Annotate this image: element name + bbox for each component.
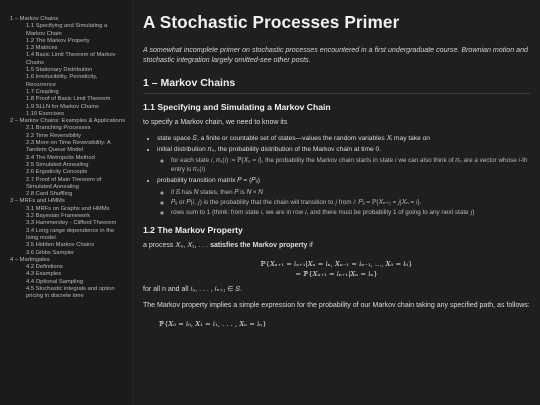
toc-item[interactable]: 2.3 More on Time Reversibility: A Tandem Queue Model bbox=[26, 140, 111, 154]
scroll-fade bbox=[133, 393, 540, 405]
table-of-contents-sidebar bbox=[0, 0, 133, 405]
toc-item[interactable]: 3.3 Hammersley - Clifford Theorem bbox=[26, 220, 117, 227]
toc-item[interactable]: 1.8 Proof of Basic Limit Theorem bbox=[26, 96, 111, 103]
paragraph-lead: to specify a Markov chain, we need to know its bbox=[143, 119, 288, 126]
toc-item[interactable]: 3 – MRFs and HMMs bbox=[10, 198, 65, 205]
toc-item[interactable]: 4.2 Definitions bbox=[26, 264, 63, 271]
sublist-transition-matrix bbox=[157, 188, 530, 217]
main-content bbox=[133, 0, 540, 405]
toc-item[interactable]: 4 – Martingales bbox=[10, 256, 50, 263]
toc-item[interactable]: 2.4 The Metropolis Method bbox=[26, 154, 95, 161]
section-heading-markov-chains: 1 – Markov Chains bbox=[143, 77, 530, 94]
list-item-matrix-size: ◦ if 𝑆 has 𝑁 states, then 𝑃 is 𝑁 × 𝑁 bbox=[171, 188, 530, 197]
toc-item[interactable]: 3.4 Long range dependence in the Ising model bbox=[26, 227, 115, 241]
list-item-initial-distribution: • initial distribution 𝜋₀, the probability distribution of the Markov chain at time 0. ◦ for each state 𝑖, 𝜋₀(𝑖) := ℙ{𝑋₀ = 𝑖}, the probability the Markov chain starts in state 𝑖 we can also think of 𝜋₀ are a vector whose 𝑖-th entry is 𝜋₀(𝑖) bbox=[157, 145, 530, 174]
list-item-state-space: • state space 𝑆, a finite or countable set of states—values the random variables 𝑋ᵢ may take on bbox=[157, 134, 530, 143]
toc-item[interactable]: 1.10 Exercises bbox=[26, 110, 65, 117]
toc-item[interactable]: 3.2 Bayesian Framework bbox=[26, 213, 91, 220]
toc-item[interactable]: 3.1 MRFs on Graphs and HMMs bbox=[26, 205, 110, 212]
paragraph-path-probability: The Markov property implies a simple expression for the probability of our Markov chain taking any specified path, as follows: bbox=[143, 301, 530, 309]
toc-item[interactable]: 2.8 Card Shuffling bbox=[26, 191, 73, 198]
intro-paragraph: A somewhat incomplete primer on stochastic processes encountered in a first undergraduate course. Brownian motion and stochastic integration largely omitted-see other posts. bbox=[143, 46, 528, 64]
subsection-heading-markov-property: 1.2 The Markov Property bbox=[143, 224, 243, 235]
toc-item[interactable]: 1.2 The Markov Property bbox=[26, 37, 90, 44]
toc-item[interactable]: 2.5 Simulated Annealing bbox=[26, 161, 89, 168]
markov-property-equation bbox=[143, 259, 530, 279]
page-title: A Stochastic Processes Primer bbox=[143, 12, 400, 32]
toc-item[interactable]: 2.1 Branching Processes bbox=[26, 125, 91, 132]
toc-item[interactable]: 1 – Markov Chains bbox=[10, 16, 59, 22]
toc-item[interactable]: 1.1 Specifying and Simulating a Markov Chain bbox=[26, 23, 108, 37]
toc-item[interactable]: 4.4 Optional Sampling bbox=[26, 278, 84, 285]
list-item-pi0-definition: ◦ for each state 𝑖, 𝜋₀(𝑖) := ℙ{𝑋₀ = 𝑖}, the probability the Markov chain starts in state 𝑖 we can also think of 𝜋₀ are a vector whose 𝑖-th entry is 𝜋₀(𝑖) bbox=[171, 156, 530, 174]
path-probability-equation: ℙ{𝑋₀ = 𝑖₀, 𝑋₁ = 𝑖₁, . . . , 𝑋ₙ = 𝑖ₙ} bbox=[159, 319, 267, 328]
markov-property-lead: a process 𝑋₀, 𝑋₁, . . . satisfies the Markov property if bbox=[143, 241, 313, 249]
toc-item[interactable]: 1.7 Coupling bbox=[26, 88, 59, 95]
toc-item[interactable]: 1.3 Matrices bbox=[26, 45, 58, 52]
toc-item[interactable]: 2 – Markov Chains: Examples & Applications bbox=[10, 118, 126, 125]
toc-item[interactable]: 4.5 Stochastic integrals and option pricing in discrete time bbox=[26, 285, 115, 300]
toc-item[interactable]: 3.6 Gibbs Sampler bbox=[26, 249, 75, 256]
subsection-heading-specifying: 1.1 Specifying and Simulating a Markov Chain bbox=[143, 102, 331, 112]
toc-item[interactable]: 1.6 Irreducibility, Periodicity, Recurrence bbox=[26, 74, 98, 88]
toc-list bbox=[0, 0, 132, 301]
list-item-transition-matrix: • probability transition matrix 𝑃 = (𝑃ᵢⱼ) ◦ if 𝑆 has 𝑁 states, then 𝑃 is 𝑁 × 𝑁 ◦ 𝑃ᵢⱼ or 𝑃(𝑖, 𝑗) is the probability that the chain will transition to 𝑗 from 𝑖: 𝑃ᵢⱼ = ℙ{𝑋ₙ₊₁ = 𝑗|𝑋ₙ = 𝑖}. ◦ rows sum to 1 (think: from state 𝑖, we are in row 𝑖, and there must be probability 1 of going to any next state 𝑗) bbox=[157, 176, 530, 216]
toc-item[interactable]: 1.9 SLLN for Markov Chains bbox=[26, 103, 99, 110]
toc-item[interactable]: 1.5 Stationary Distribution bbox=[26, 67, 93, 74]
sublist-initial-distribution bbox=[157, 156, 530, 174]
toc-item[interactable]: 3.5 Hidden Markov Chains bbox=[26, 242, 95, 249]
list-item-rows-sum: ◦ rows sum to 1 (think: from state 𝑖, we are in row 𝑖, and there must be probability 1 of going to any next state 𝑗) bbox=[171, 208, 530, 217]
toc-item[interactable]: 2.2 Time Reversibility bbox=[26, 132, 82, 139]
list-item-matrix-entry: ◦ 𝑃ᵢⱼ or 𝑃(𝑖, 𝑗) is the probability that the chain will transition to 𝑗 from 𝑖: 𝑃ᵢⱼ = ℙ{𝑋ₙ₊₁ = 𝑗|𝑋ₙ = 𝑖}. bbox=[171, 198, 530, 207]
equation-line-2: = ℙ{𝑋ₙ₊₁ = 𝑖ₙ₊₁|𝑋ₙ = 𝑖ₙ} bbox=[295, 269, 378, 278]
toc-item[interactable]: 1.4 Basic Limit Theorem of Markov Chains bbox=[26, 52, 116, 66]
toc-item[interactable]: 2.7 Proof of Main Theorem of Simulated Annealing bbox=[26, 176, 102, 190]
equation-condition: for all n and all 𝑖₀, . . . , 𝑖ₙ₊₁ ∈ 𝑆. bbox=[143, 285, 242, 293]
toc-item[interactable]: 2.6 Ergodicity Concepts bbox=[26, 169, 88, 176]
bullet-list-specification bbox=[143, 134, 530, 217]
toc-item[interactable]: 4.3 Examples bbox=[26, 271, 62, 278]
equation-line-1: ℙ{𝑋ₙ₊₁ = 𝑖ₙ₊₁|𝑋ₙ = 𝑖ₙ, 𝑋ₙ₋₁ = 𝑖ₙ₋₁, ..., 𝑋₀ = 𝑖₀} bbox=[260, 259, 413, 268]
